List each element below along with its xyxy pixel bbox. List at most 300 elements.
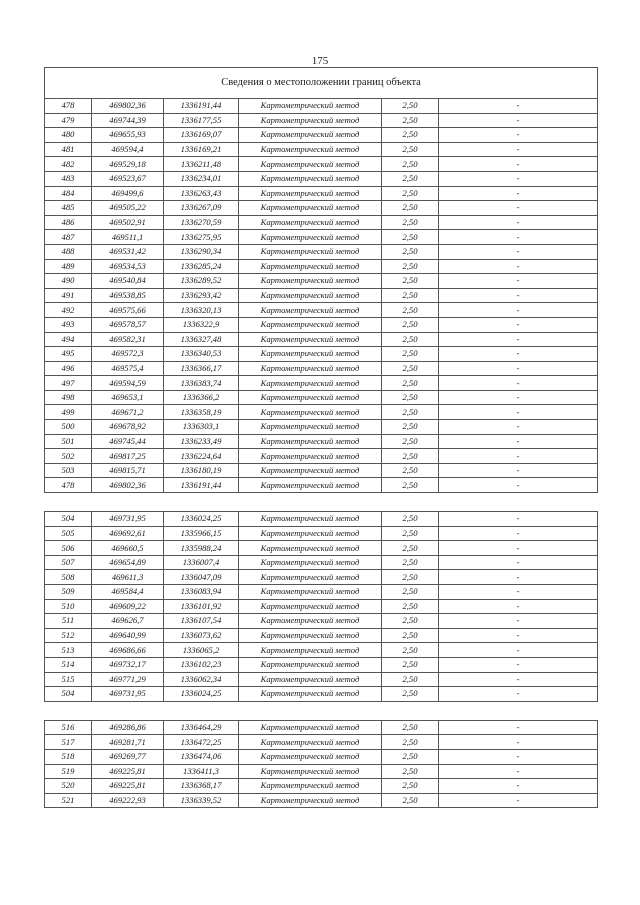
point-number-cell: 501 [45,434,92,449]
y-coordinate-cell: 1336102,23 [164,657,239,672]
x-coordinate-cell: 469653,1 [92,390,164,405]
y-coordinate-cell: 1336169,21 [164,142,239,157]
description-cell: - [439,303,598,318]
table-row [45,478,598,493]
description-cell: - [439,99,598,114]
description-cell: - [439,793,598,808]
point-number-cell: 492 [45,303,92,318]
accuracy-cell: 2,50 [382,585,439,600]
table-row [45,526,598,541]
method-cell: Картометрический метод [239,376,382,391]
x-coordinate-cell: 469531,42 [92,244,164,259]
table-row [45,332,598,347]
y-coordinate-cell: 1336383,74 [164,376,239,391]
point-number-cell: 503 [45,463,92,478]
x-coordinate-cell: 469732,17 [92,657,164,672]
accuracy-cell: 2,50 [382,201,439,216]
description-cell: - [439,244,598,259]
method-cell: Картометрический метод [239,390,382,405]
y-coordinate-cell: 1336101,92 [164,599,239,614]
method-cell: Картометрический метод [239,361,382,376]
accuracy-cell: 2,50 [382,657,439,672]
x-coordinate-cell: 469511,1 [92,230,164,245]
point-number-cell: 487 [45,230,92,245]
accuracy-cell: 2,50 [382,749,439,764]
method-cell: Картометрический метод [239,230,382,245]
description-cell: - [439,764,598,779]
y-coordinate-cell: 1336024,25 [164,512,239,527]
accuracy-cell: 2,50 [382,128,439,143]
point-number-cell: 496 [45,361,92,376]
x-coordinate-cell: 469686,66 [92,643,164,658]
accuracy-cell: 2,50 [382,317,439,332]
accuracy-cell: 2,50 [382,274,439,289]
x-coordinate-cell: 469538,85 [92,288,164,303]
point-number-cell: 479 [45,113,92,128]
accuracy-cell: 2,50 [382,687,439,702]
description-cell: - [439,657,598,672]
method-cell: Картометрический метод [239,672,382,687]
description-cell: - [439,157,598,172]
point-number-cell: 511 [45,614,92,629]
accuracy-cell: 2,50 [382,735,439,750]
x-coordinate-cell: 469582,31 [92,332,164,347]
x-coordinate-cell: 469523,67 [92,171,164,186]
x-coordinate-cell: 469678,92 [92,420,164,435]
y-coordinate-cell: 1336289,52 [164,274,239,289]
accuracy-cell: 2,50 [382,793,439,808]
table-row [45,288,598,303]
description-cell: - [439,599,598,614]
description-cell: - [439,434,598,449]
point-number-cell: 480 [45,128,92,143]
y-coordinate-cell: 1336047,09 [164,570,239,585]
description-cell: - [439,332,598,347]
point-number-cell: 516 [45,720,92,735]
y-coordinate-cell: 1336293,42 [164,288,239,303]
x-coordinate-cell: 469572,3 [92,347,164,362]
description-cell: - [439,749,598,764]
accuracy-cell: 2,50 [382,628,439,643]
point-number-cell: 495 [45,347,92,362]
table-row [45,376,598,391]
y-coordinate-cell: 1336169,07 [164,128,239,143]
table-row [45,142,598,157]
method-cell: Картометрический метод [239,420,382,435]
y-coordinate-cell: 1336368,17 [164,779,239,794]
point-number-cell: 486 [45,215,92,230]
x-coordinate-cell: 469594,59 [92,376,164,391]
y-coordinate-cell: 1336320,13 [164,303,239,318]
accuracy-cell: 2,50 [382,434,439,449]
y-coordinate-cell: 1336290,34 [164,244,239,259]
y-coordinate-cell: 1336366,2 [164,390,239,405]
point-number-cell: 505 [45,526,92,541]
description-cell: - [439,643,598,658]
description-cell: - [439,113,598,128]
x-coordinate-cell: 469594,4 [92,142,164,157]
method-cell: Картометрический метод [239,317,382,332]
accuracy-cell: 2,50 [382,570,439,585]
x-coordinate-cell: 469281,71 [92,735,164,750]
y-coordinate-cell: 1336083,94 [164,585,239,600]
point-number-cell: 490 [45,274,92,289]
x-coordinate-cell: 469731,95 [92,687,164,702]
y-coordinate-cell: 1336474,06 [164,749,239,764]
y-coordinate-cell: 1336062,34 [164,672,239,687]
x-coordinate-cell: 469671,2 [92,405,164,420]
method-cell: Картометрический метод [239,687,382,702]
x-coordinate-cell: 469225,81 [92,779,164,794]
accuracy-cell: 2,50 [382,420,439,435]
point-number-cell: 482 [45,157,92,172]
y-coordinate-cell: 1336107,54 [164,614,239,629]
y-coordinate-cell: 1336322,9 [164,317,239,332]
accuracy-cell: 2,50 [382,390,439,405]
table-row [45,585,598,600]
method-cell: Картометрический метод [239,142,382,157]
description-cell: - [439,541,598,556]
accuracy-cell: 2,50 [382,99,439,114]
table-title: Сведения о местоположении границ объекта [45,68,598,99]
accuracy-cell: 2,50 [382,526,439,541]
table-row [45,512,598,527]
table-row [45,628,598,643]
accuracy-cell: 2,50 [382,643,439,658]
x-coordinate-cell: 469529,18 [92,157,164,172]
method-cell: Картометрический метод [239,643,382,658]
accuracy-cell: 2,50 [382,347,439,362]
description-cell: - [439,585,598,600]
x-coordinate-cell: 469286,86 [92,720,164,735]
method-cell: Картометрический метод [239,186,382,201]
table-row [45,201,598,216]
table-row [45,793,598,808]
description-cell: - [439,142,598,157]
y-coordinate-cell: 1336065,2 [164,643,239,658]
point-number-cell: 506 [45,541,92,556]
point-number-cell: 514 [45,657,92,672]
x-coordinate-cell: 469578,57 [92,317,164,332]
table-row [45,186,598,201]
method-cell: Картометрический метод [239,171,382,186]
table-row [45,764,598,779]
description-cell: - [439,230,598,245]
description-cell: - [439,259,598,274]
table-row [45,317,598,332]
point-number-cell: 499 [45,405,92,420]
description-cell: - [439,274,598,289]
table-row [45,347,598,362]
method-cell: Картометрический метод [239,657,382,672]
description-cell: - [439,128,598,143]
point-number-cell: 518 [45,749,92,764]
accuracy-cell: 2,50 [382,599,439,614]
accuracy-cell: 2,50 [382,186,439,201]
group-separator-cell [45,701,598,720]
accuracy-cell: 2,50 [382,405,439,420]
x-coordinate-cell: 469540,84 [92,274,164,289]
table-row [45,230,598,245]
method-cell: Картометрический метод [239,128,382,143]
method-cell: Картометрический метод [239,749,382,764]
y-coordinate-cell: 1336270,59 [164,215,239,230]
x-coordinate-cell: 469502,91 [92,215,164,230]
point-number-cell: 504 [45,512,92,527]
accuracy-cell: 2,50 [382,142,439,157]
x-coordinate-cell: 469505,22 [92,201,164,216]
method-cell: Картометрический метод [239,274,382,289]
x-coordinate-cell: 469626,7 [92,614,164,629]
description-cell: - [439,420,598,435]
point-number-cell: 515 [45,672,92,687]
y-coordinate-cell: 1335988,24 [164,541,239,556]
point-number-cell: 488 [45,244,92,259]
table-row [45,570,598,585]
accuracy-cell: 2,50 [382,288,439,303]
point-number-cell: 513 [45,643,92,658]
point-number-cell: 483 [45,171,92,186]
y-coordinate-cell: 1336233,49 [164,434,239,449]
method-cell: Картометрический метод [239,347,382,362]
method-cell: Картометрический метод [239,570,382,585]
method-cell: Картометрический метод [239,157,382,172]
table-row [45,614,598,629]
description-cell: - [439,317,598,332]
y-coordinate-cell: 1336275,95 [164,230,239,245]
point-number-cell: 520 [45,779,92,794]
accuracy-cell: 2,50 [382,449,439,464]
x-coordinate-cell: 469534,53 [92,259,164,274]
point-number-cell: 510 [45,599,92,614]
accuracy-cell: 2,50 [382,361,439,376]
description-cell: - [439,555,598,570]
description-cell: - [439,512,598,527]
method-cell: Картометрический метод [239,764,382,779]
table-row [45,99,598,114]
point-number-cell: 519 [45,764,92,779]
accuracy-cell: 2,50 [382,244,439,259]
group-separator [45,701,598,720]
description-cell: - [439,463,598,478]
table-row [45,303,598,318]
x-coordinate-cell: 469802,36 [92,478,164,493]
accuracy-cell: 2,50 [382,764,439,779]
method-cell: Картометрический метод [239,555,382,570]
y-coordinate-cell: 1336472,25 [164,735,239,750]
accuracy-cell: 2,50 [382,332,439,347]
point-number-cell: 481 [45,142,92,157]
group-separator [45,493,598,512]
point-number-cell: 517 [45,735,92,750]
accuracy-cell: 2,50 [382,303,439,318]
method-cell: Картометрический метод [239,526,382,541]
description-cell: - [439,405,598,420]
description-cell: - [439,390,598,405]
x-coordinate-cell: 469744,39 [92,113,164,128]
point-number-cell: 497 [45,376,92,391]
table-row [45,157,598,172]
point-number-cell: 521 [45,793,92,808]
point-number-cell: 507 [45,555,92,570]
table-row [45,434,598,449]
table-row [45,113,598,128]
description-cell: - [439,186,598,201]
description-cell: - [439,361,598,376]
y-coordinate-cell: 1336267,09 [164,201,239,216]
x-coordinate-cell: 469771,29 [92,672,164,687]
accuracy-cell: 2,50 [382,463,439,478]
table-row [45,541,598,556]
table-row [45,599,598,614]
table-row [45,215,598,230]
y-coordinate-cell: 1336303,1 [164,420,239,435]
point-number-cell: 504 [45,687,92,702]
description-cell: - [439,347,598,362]
table-row [45,657,598,672]
x-coordinate-cell: 469499,6 [92,186,164,201]
y-coordinate-cell: 1336339,52 [164,793,239,808]
description-cell: - [439,735,598,750]
table-row [45,405,598,420]
accuracy-cell: 2,50 [382,614,439,629]
point-number-cell: 494 [45,332,92,347]
description-cell: - [439,570,598,585]
point-number-cell: 493 [45,317,92,332]
y-coordinate-cell: 1336073,62 [164,628,239,643]
description-cell: - [439,779,598,794]
point-number-cell: 484 [45,186,92,201]
method-cell: Картометрический метод [239,405,382,420]
description-cell: - [439,720,598,735]
description-cell: - [439,526,598,541]
method-cell: Картометрический метод [239,434,382,449]
point-number-cell: 491 [45,288,92,303]
table-row [45,420,598,435]
page-number: 175 [311,55,329,67]
accuracy-cell: 2,50 [382,478,439,493]
point-number-cell: 502 [45,449,92,464]
y-coordinate-cell: 1336263,43 [164,186,239,201]
description-cell: - [439,288,598,303]
x-coordinate-cell: 469575,66 [92,303,164,318]
method-cell: Картометрический метод [239,332,382,347]
x-coordinate-cell: 469660,5 [92,541,164,556]
y-coordinate-cell: 1336327,48 [164,332,239,347]
description-cell: - [439,687,598,702]
table-row [45,687,598,702]
method-cell: Картометрический метод [239,113,382,128]
table-row [45,779,598,794]
table-row [45,390,598,405]
x-coordinate-cell: 469225,81 [92,764,164,779]
method-cell: Картометрический метод [239,288,382,303]
y-coordinate-cell: 1336211,48 [164,157,239,172]
method-cell: Картометрический метод [239,614,382,629]
point-number-cell: 485 [45,201,92,216]
table-row [45,555,598,570]
accuracy-cell: 2,50 [382,720,439,735]
x-coordinate-cell: 469609,22 [92,599,164,614]
x-coordinate-cell: 469640,99 [92,628,164,643]
method-cell: Картометрический метод [239,303,382,318]
method-cell: Картометрический метод [239,599,382,614]
x-coordinate-cell: 469654,89 [92,555,164,570]
accuracy-cell: 2,50 [382,779,439,794]
method-cell: Картометрический метод [239,244,382,259]
point-number-cell: 512 [45,628,92,643]
table-row [45,259,598,274]
description-cell: - [439,614,598,629]
y-coordinate-cell: 1336024,25 [164,687,239,702]
x-coordinate-cell: 469584,4 [92,585,164,600]
table-row [45,735,598,750]
accuracy-cell: 2,50 [382,157,439,172]
method-cell: Картометрический метод [239,512,382,527]
accuracy-cell: 2,50 [382,230,439,245]
point-number-cell: 489 [45,259,92,274]
method-cell: Картометрический метод [239,201,382,216]
y-coordinate-cell: 1336358,19 [164,405,239,420]
x-coordinate-cell: 469269,77 [92,749,164,764]
description-cell: - [439,215,598,230]
method-cell: Картометрический метод [239,215,382,230]
point-number-cell: 478 [45,478,92,493]
method-cell: Картометрический метод [239,720,382,735]
table-title-row [45,68,598,99]
table-body [45,68,598,808]
table-row [45,643,598,658]
x-coordinate-cell: 469731,95 [92,512,164,527]
method-cell: Картометрический метод [239,585,382,600]
accuracy-cell: 2,50 [382,555,439,570]
y-coordinate-cell: 1336180,19 [164,463,239,478]
description-cell: - [439,376,598,391]
method-cell: Картометрический метод [239,628,382,643]
group-separator-cell [45,493,598,512]
method-cell: Картометрический метод [239,541,382,556]
description-cell: - [439,449,598,464]
table-row [45,463,598,478]
y-coordinate-cell: 1336411,3 [164,764,239,779]
boundary-table [44,67,598,808]
point-number-cell: 478 [45,99,92,114]
table-row [45,171,598,186]
description-cell: - [439,672,598,687]
table-row [45,361,598,376]
method-cell: Картометрический метод [239,779,382,794]
y-coordinate-cell: 1336224,64 [164,449,239,464]
y-coordinate-cell: 1336464,29 [164,720,239,735]
y-coordinate-cell: 1335966,15 [164,526,239,541]
table-row [45,749,598,764]
x-coordinate-cell: 469817,25 [92,449,164,464]
point-number-cell: 508 [45,570,92,585]
accuracy-cell: 2,50 [382,259,439,274]
method-cell: Картометрический метод [239,793,382,808]
description-cell: - [439,628,598,643]
method-cell: Картометрический метод [239,463,382,478]
table-row [45,720,598,735]
y-coordinate-cell: 1336340,53 [164,347,239,362]
x-coordinate-cell: 469745,44 [92,434,164,449]
x-coordinate-cell: 469802,36 [92,99,164,114]
x-coordinate-cell: 469815,71 [92,463,164,478]
y-coordinate-cell: 1336234,01 [164,171,239,186]
table-row [45,244,598,259]
table-row [45,449,598,464]
y-coordinate-cell: 1336007,4 [164,555,239,570]
